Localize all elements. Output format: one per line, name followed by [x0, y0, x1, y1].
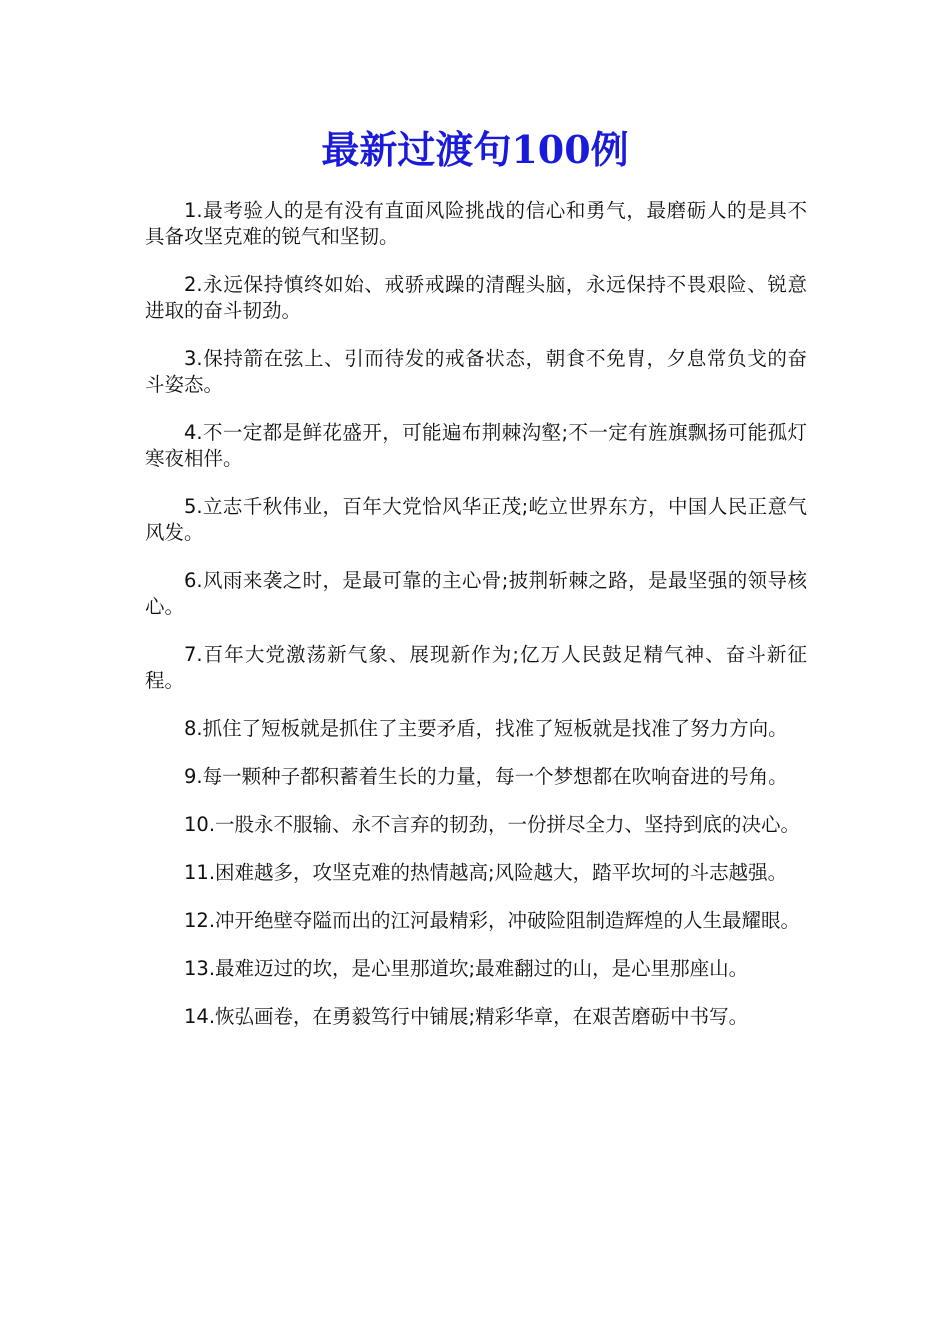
paragraph-12: 12.冲开绝壁夺隘而出的江河最精彩，冲破险阻制造辉煌的人生最耀眼。 [184, 909, 801, 932]
paragraph-9: 9.每一颗种子都积蓄着生长的力量，每一个梦想都在吹响奋进的号角。 [184, 765, 788, 788]
paragraph-1: 1.最考验人的是有没有直面风险挑战的信心和勇气，最磨砺人的是具不具备攻坚克难的锐气和坚韧。 [145, 199, 807, 248]
paragraph-3: 3.保持箭在弦上、引而待发的戒备状态，朝食不免胄，夕息常负戈的奋斗姿态。 [145, 347, 807, 396]
paragraph-6: 6.风雨来袭之时，是最可靠的主心骨;披荆斩棘之路，是最坚强的领导核心。 [145, 569, 807, 618]
paragraph-11: 11.困难越多，攻坚克难的热情越高;风险越大，踏平坎坷的斗志越强。 [184, 861, 788, 884]
page-title: 最新过渡句100例 [321, 127, 629, 172]
paragraph-8: 8.抓住了短板就是抓住了主要矛盾，找准了短板就是找准了努力方向。 [184, 717, 788, 740]
paragraph-13: 13.最难迈过的坎，是心里那道坎;最难翻过的山，是心里那座山。 [184, 957, 749, 980]
document-body [145, 198, 807, 1052]
paragraph-4: 4.不一定都是鲜花盛开，可能遍布荆棘沟壑;不一定有旌旗飘扬可能孤灯寒夜相伴。 [145, 421, 807, 470]
paragraph-7: 7.百年大党激荡新气象、展现新作为;亿万人民鼓足精气神、奋斗新征程。 [145, 643, 807, 692]
paragraph-5: 5.立志千秋伟业，百年大党恰风华正茂;屹立世界东方，中国人民正意气风发。 [145, 495, 807, 544]
paragraph-2: 2.永远保持慎终如始、戒骄戒躁的清醒头脑，永远保持不畏艰险、锐意进取的奋斗韧劲。 [145, 273, 807, 322]
paragraph-10: 10.一股永不服输、永不言弃的韧劲，一份拼尽全力、坚持到底的决心。 [184, 813, 801, 836]
paragraph-14: 14.恢弘画卷，在勇毅笃行中铺展;精彩华章，在艰苦磨砺中书写。 [184, 1005, 749, 1028]
